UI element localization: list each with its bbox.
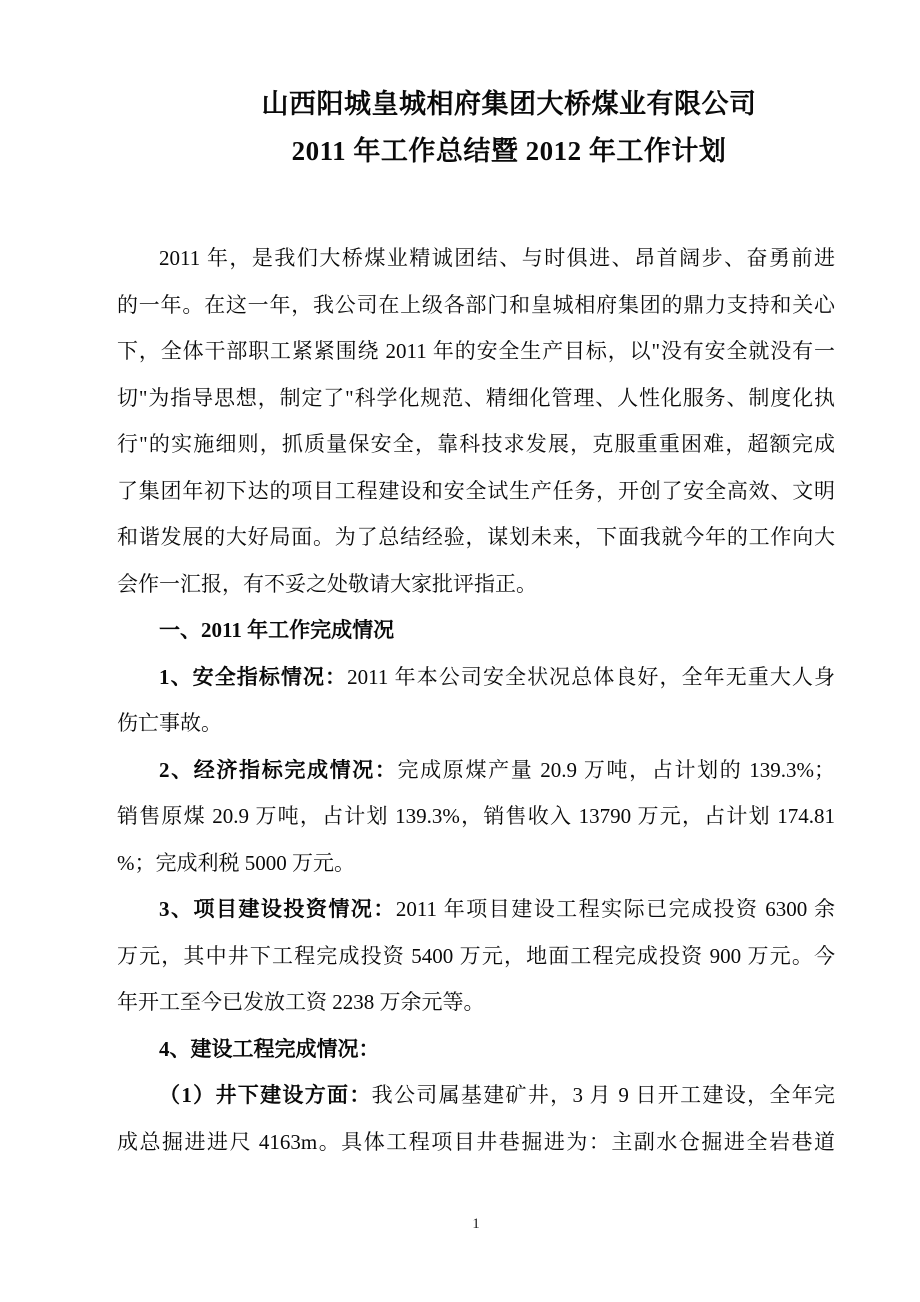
text-line bbox=[117, 654, 835, 701]
text-line bbox=[117, 468, 835, 515]
page-number: 1 bbox=[472, 1216, 480, 1232]
text-segment: 完成原煤产量 20.9 万吨，占计划的 139.3%； bbox=[397, 757, 835, 782]
text-line bbox=[117, 514, 835, 561]
text-line bbox=[117, 1026, 835, 1073]
text-segment: 成总掘进进尺 4163m。具体工程项目井巷掘进为：主副水仓掘进全岩巷道 bbox=[117, 1129, 835, 1154]
bold-text-segment: 4、建设工程完成情况： bbox=[159, 1036, 380, 1061]
text-segment: 的一年。在这一年，我公司在上级各部门和皇城相府集团的鼎力支持和关心 bbox=[117, 292, 835, 317]
bold-text-segment: （1）井下建设方面： bbox=[159, 1083, 372, 1107]
title-line-1: 山西阳城皇城相府集团大桥煤业有限公司 bbox=[261, 89, 757, 119]
bold-text-segment: 3、项目建设投资情况： bbox=[159, 897, 396, 921]
text-segment: 切"为指导思想，制定了"科学化规范、精细化管理、人性化服务、制度化执 bbox=[117, 385, 835, 410]
text-segment: 年开工至今已发放工资 2238 万余元等。 bbox=[117, 990, 485, 1014]
bold-text-segment: 一、2011 年工作完成情况 bbox=[159, 618, 395, 642]
document-title bbox=[150, 81, 868, 175]
bold-text-segment: 1、安全指标情况： bbox=[159, 664, 348, 689]
text-line bbox=[117, 235, 835, 282]
text-segment: 了集团年初下达的项目工程建设和安全试生产任务，开创了安全高效、文明 bbox=[117, 478, 835, 503]
text-line bbox=[117, 282, 835, 329]
text-segment: 行"的实施细则，抓质量保安全，靠科技求发展，克服重重困难，超额完成 bbox=[117, 432, 835, 456]
text-line bbox=[117, 1119, 835, 1166]
title-line-2: 2011 年工作总结暨 2012 年工作计划 bbox=[291, 136, 727, 166]
text-line bbox=[117, 561, 835, 608]
text-segment: 销售原煤 20.9 万吨，占计划 139.3%，销售收入 13790 万元，占计划 174.81 bbox=[117, 804, 835, 828]
document-body bbox=[117, 235, 835, 1165]
text-line bbox=[117, 933, 835, 980]
text-segment: 伤亡事故。 bbox=[117, 711, 222, 735]
bold-text-segment: 2、经济指标完成情况： bbox=[159, 757, 398, 782]
text-line bbox=[117, 375, 835, 422]
text-segment: 下，全体干部职工紧紧围绕 2011 年的安全生产目标，以"没有安全就没有一 bbox=[117, 339, 835, 363]
text-line bbox=[117, 421, 835, 468]
text-line bbox=[117, 979, 835, 1026]
text-segment: %；完成利税 5000 万元。 bbox=[117, 850, 355, 875]
text-line bbox=[117, 840, 835, 887]
text-segment: 2011 年项目建设工程实际已完成投资 6300 余 bbox=[395, 897, 835, 921]
text-line bbox=[117, 747, 835, 794]
text-segment: 我公司属基建矿井，3 月 9 日开工建设，全年完 bbox=[371, 1083, 836, 1107]
text-segment: 万元，其中井下工程完成投资 5400 万元，地面工程完成投资 900 万元。今 bbox=[117, 943, 835, 968]
text-segment: 会作一汇报，有不妥之处敬请大家批评指正。 bbox=[117, 571, 537, 596]
text-line bbox=[117, 793, 835, 840]
text-segment: 2011 年本公司安全状况总体良好，全年无重大人身 bbox=[347, 664, 835, 689]
text-line bbox=[117, 328, 835, 375]
text-segment: 和谐发展的大好局面。为了总结经验，谋划未来，下面我就今年的工作向大 bbox=[117, 525, 835, 549]
text-line bbox=[117, 607, 835, 654]
text-segment: 2011 年，是我们大桥煤业精诚团结、与时俱进、昂首阔步、奋勇前进 bbox=[159, 246, 835, 270]
text-line bbox=[117, 886, 835, 933]
text-line bbox=[117, 1072, 835, 1119]
text-line bbox=[117, 700, 835, 747]
